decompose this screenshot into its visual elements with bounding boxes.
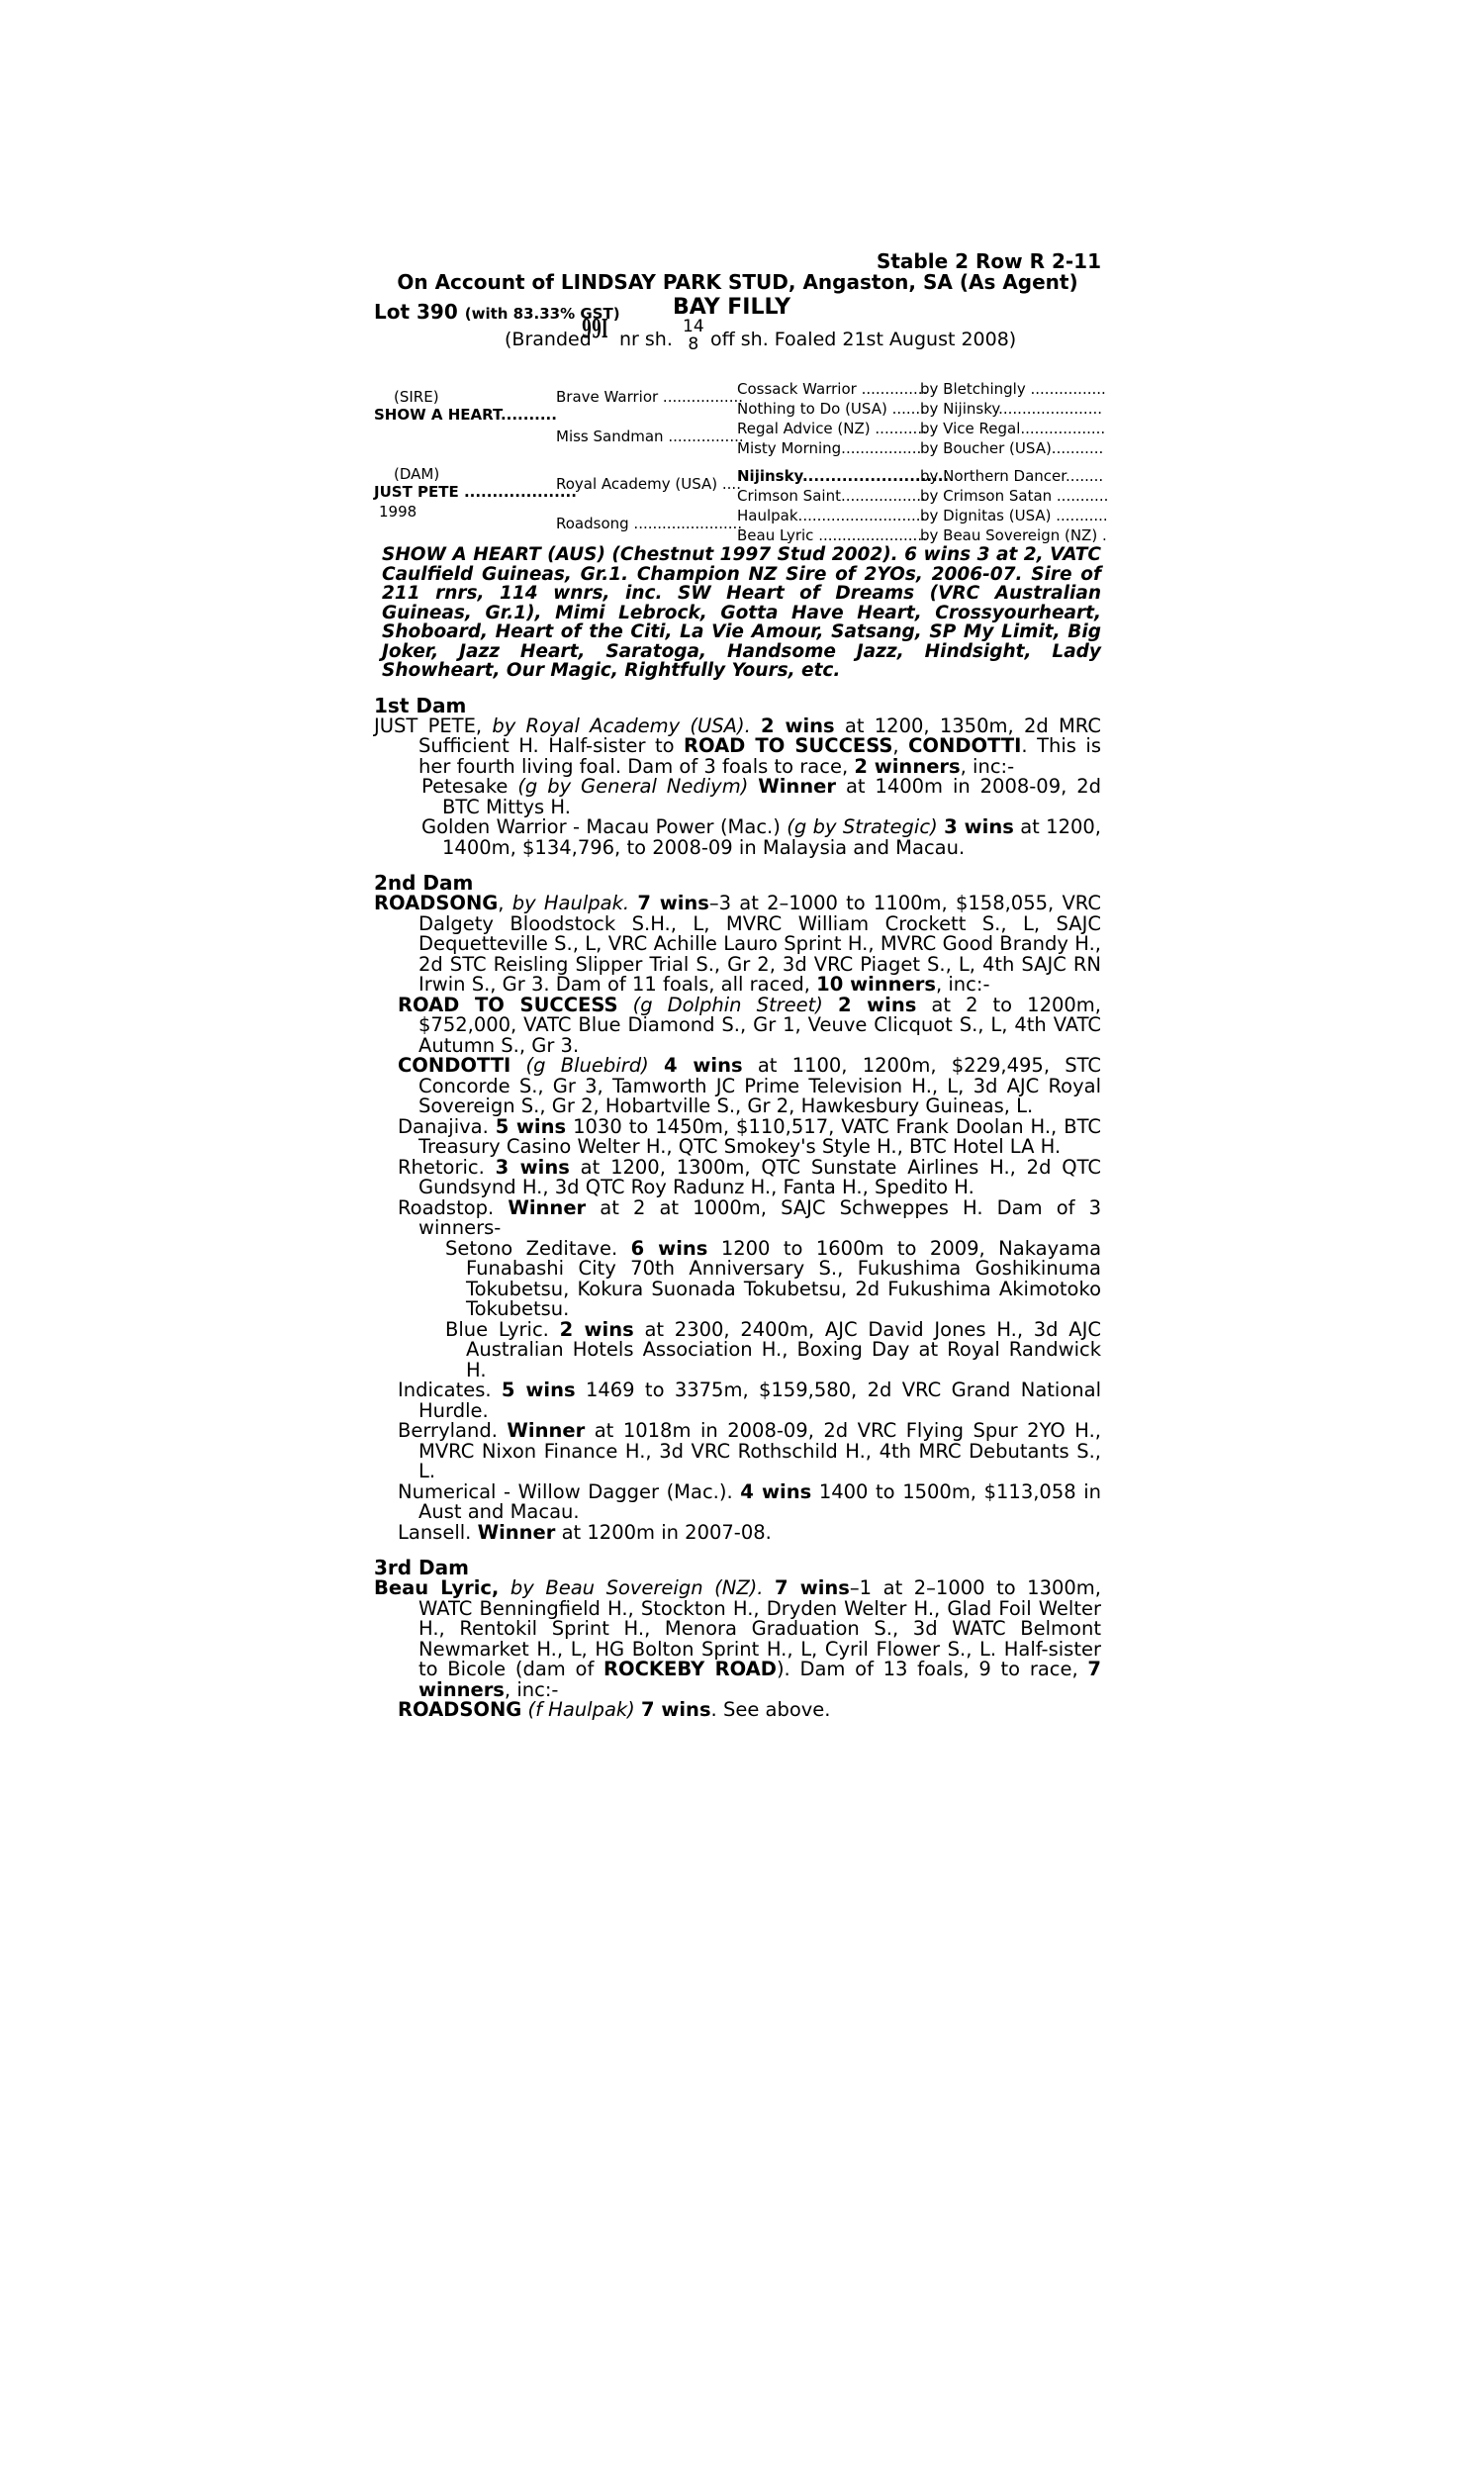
progeny-entry: Numerical - Willow Dagger (Mac.). 4 wins 1400 to 1500m, $113,058 in Aust and Macau. <box>398 1479 1102 1523</box>
sire-summary: SHOW A HEART (AUS) (Chestnut 1997 Stud 2002). 6 wins 3 at 2, VATC Caulfield Guineas, Gr.1. Champion NZ Sire of 2YOs, 2006-07. Sire of 211 rnrs, 114 wnrs, inc. SW Heart of Dreams (VRC Australian Guineas, Gr.1), Mimi Lebrock, Gotta Have Heart, Crossyourheart, Shoboard, Heart of the Citi, La Vie Amour, Satsang, SP My Limit, Big Joker, Jazz Heart, Saratoga, Handsome Jazz, Hindsight, Lady Showheart, Our Magic, Rightfully Yours, etc. <box>382 544 1101 681</box>
progeny-entry: Roadstop. Winner at 2 at 1000m, SAJC Schweppes H. Dam of 3 winners- <box>398 1195 1102 1239</box>
dam-year: 1998 <box>379 503 417 521</box>
progeny-entry: CONDOTTI (g Bluebird) 4 wins at 1100, 1200m, $229,495, STC Concorde S., Gr 3, Tamworth JC Prime Television H., L, 3d AJC Royal Sovereign S., Gr 2, Hobartville S., Gr 2, Hawkesbury Guineas, L. <box>398 1054 1102 1117</box>
pedigree-g4: by Nijinsky...................... <box>920 400 1102 418</box>
pedigree-g4: by Dignitas (USA) ........... <box>920 507 1108 524</box>
lot-sex: BAY FILLY <box>673 295 791 320</box>
progeny-entry: Golden Warrior - Macau Power (Mac.) (g by Strategic) 3 wins at 1200, 1400m, $134,796, to 2008-09 in Malaysia and Macau. <box>421 815 1102 859</box>
grand-progeny-entry: Blue Lyric. 2 wins at 2300, 2400m, AJC David Jones H., 3d AJC Australian Hotels Association H., Boxing Day at Royal Randwick H. <box>445 1317 1102 1381</box>
catalogue-page <box>374 249 1109 1721</box>
progeny-entry: ROAD TO SUCCESS (g Dolphin Street) 2 wins at 2 to 1200m, $752,000, VATC Blue Diamond S., Gr 1, Veuve Clicquot S., L, 4th VATC Autumn S., Gr 3. <box>398 993 1101 1057</box>
pedigree-g4: by Northern Dancer........ <box>920 467 1104 485</box>
progeny-entry: ROADSONG (f Haulpak) 7 wins. See above. <box>398 1698 831 1721</box>
pedigree-g2: Miss Sandman ................ <box>556 428 744 445</box>
pedigree-table <box>374 365 1109 544</box>
pedigree-g3: Regal Advice (NZ) ........... <box>737 420 927 437</box>
sire-name: SHOW A HEART.......... <box>374 406 557 424</box>
pedigree-g4: by Bletchingly ................ <box>920 380 1106 398</box>
first-dam-paragraph: JUST PETE, by Royal Academy (USA). 2 wins at 1200, 1350m, 2d MRC Sufficient H. Half-sister to ROAD TO SUCCESS, CONDOTTI. This is her fourth living foal. Dam of 3 foals to race, 2 winners, inc:- <box>374 714 1102 778</box>
brand-open: (Branded <box>505 329 592 350</box>
lot-row <box>374 295 1101 324</box>
dam-name: JUST PETE .................... <box>374 483 577 501</box>
third-dam-heading: 3rd Dam <box>374 1556 469 1579</box>
pedigree-g3: Cossack Warrior .............. <box>737 380 928 398</box>
stable-location: Stable 2 Row R 2-11 <box>876 249 1101 273</box>
pedigree-g3: Nothing to Do (USA) ....... <box>737 400 925 418</box>
progeny-entry: Rhetoric. 3 wins at 1200, 1300m, QTC Sunstate Airlines H., 2d QTC Gundsynd H., 3d QTC Roy Radunz H., Fanta H., Spedito H. <box>398 1155 1102 1198</box>
brand-row <box>374 315 1101 363</box>
pedigree-g3: Crimson Saint.................. <box>737 487 926 505</box>
progeny-entry: Berryland. Winner at 1018m in 2008-09, 2d VRC Flying Spur 2YO H., MVRC Nixon Finance H., 3d VRC Rothschild H., 4th MRC Debutants S., L. <box>398 1419 1101 1482</box>
first-dam-heading: 1st Dam <box>374 693 467 717</box>
brand-mark: 99I <box>582 315 608 344</box>
pedigree-g4: by Crimson Satan ........... <box>920 487 1109 505</box>
dam-label: (DAM) <box>394 465 440 483</box>
pedigree-g4: by Vice Regal.................. <box>920 420 1106 437</box>
progeny-entry: Lansell. Winner at 1200m in 2007-08. <box>398 1520 772 1544</box>
pedigree-g2: Royal Academy (USA) .... <box>556 475 741 493</box>
progeny-entry: Petesake (g by General Nediym) Winner at 1400m in 2008-09, 2d BTC Mittys H. <box>421 775 1101 818</box>
brand-nr: nr sh. <box>619 329 673 350</box>
progeny-entry: Indicates. 5 wins 1469 to 3375m, $159,580, 2d VRC Grand National Hurdle. <box>398 1379 1101 1422</box>
brand-foaled: off sh. Foaled 21st August 2008) <box>710 329 1017 350</box>
pedigree-g3: Nijinsky.......................... <box>737 467 950 485</box>
pedigree-g3: Haulpak........................... <box>737 507 926 524</box>
lot-number: Lot 390 (with 83.33% GST) <box>374 300 620 324</box>
second-dam-paragraph: ROADSONG, by Haulpak. 7 wins–3 at 2–1000 to 1100m, $158,055, VRC Dalgety Bloodstock S.H., L, MVRC William Crockett S., L, SAJC Dequetteville S., L, VRC Achille Lauro Sprint H., MVRC Good Brandy H., 2d STC Reisling Slipper Trial S., Gr 2, 3d VRC Piaget S., L, 4th SAJC RN Irwin S., Gr 3. Dam of 11 foals, all raced, 10 winners, inc:- <box>374 892 1101 996</box>
pedigree-g3: Misty Morning................. <box>737 439 922 457</box>
brand-fraction: 14 8 <box>683 317 704 354</box>
pedigree-g2: Brave Warrior ................. <box>556 388 743 406</box>
second-dam-heading: 2nd Dam <box>374 871 474 895</box>
sire-label: (SIRE) <box>394 388 439 406</box>
vendor-line: On Account of LINDSAY PARK STUD, Angaston, SA (As Agent) <box>397 269 1078 294</box>
pedigree-g4: by Beau Sovereign (NZ) . <box>920 526 1107 544</box>
pedigree-g3: Beau Lyric ....................... <box>737 526 927 544</box>
progeny-entry: Danajiva. 5 wins 1030 to 1450m, $110,517, VATC Frank Doolan H., BTC Treasury Casino Welter H., QTC Smokey's Style H., BTC Hotel LA H. <box>398 1114 1101 1158</box>
pedigree-g4: by Boucher (USA)........... <box>920 439 1104 457</box>
grand-progeny-entry: Setono Zeditave. 6 wins 1200 to 1600m to 2009, Nakayama Funabashi City 70th Anniversary S., Fukushima Goshikinuma Tokubetsu, Kokura Suonada Tokubetsu, 2d Fukushima Akimotoko Tokubetsu. <box>445 1236 1102 1320</box>
third-dam-paragraph: Beau Lyric, by Beau Sovereign (NZ). 7 wins–1 at 2–1000 to 1300m, WATC Benningfield H., Stockton H., Dryden Welter H., Glad Foil Welter H., Rentokil Sprint H., Menora Graduation S., 3d WATC Belmont Newmarket H., L, HG Bolton Sprint H., L, Cyril Flower S., L. Half-sister to Bicole (dam of ROCKEBY ROAD). Dam of 13 foals, 9 to race, 7 winners, inc:- <box>374 1576 1102 1701</box>
lot-gst: (with 83.33% GST) <box>464 305 620 323</box>
pedigree-g2: Roadsong ....................... <box>556 515 743 532</box>
